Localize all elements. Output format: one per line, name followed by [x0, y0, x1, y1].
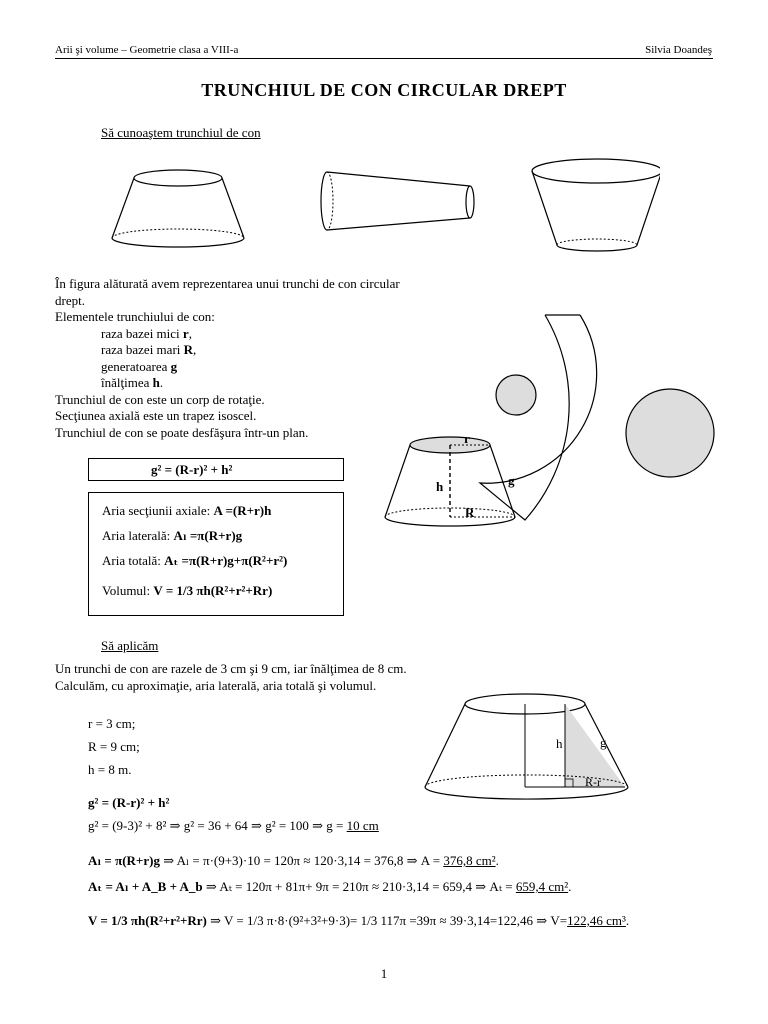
intro-line: Trunchiul de con se poate desfăşura într-un plan.	[55, 424, 309, 440]
header-right: Silvia Doandeş	[645, 44, 712, 56]
calc-g-steps: g² = (9-3)² + 8² ⇒ g² = 36 + 64 ⇒ g² = 100 ⇒ g = 10 cm	[88, 818, 379, 833]
problem-statement: Un trunchi de con are razele de 3 cm şi 9 cm, iar înălţimea de 8 cm. Calculăm, cu aproximaţie, aria laterală, aria totală şi volumul.	[55, 661, 407, 693]
lateral-area-result: 376,8 cm²	[443, 853, 496, 868]
page-title: TRUNCHIUL DE CON CIRCULAR DREPT	[201, 80, 567, 100]
app-label-R-minus-r: R-r	[585, 775, 601, 789]
calc-lateral-area: Aₗ = π(R+r)g ⇒ Aₗ = π·(9+3)·10 = 120π ≈ 120·3,14 = 376,8 ⇒ A = 376,8 cm².	[88, 853, 499, 868]
large-base-circle	[626, 389, 714, 477]
frustum-horizontal	[321, 172, 474, 230]
element-small-radius: raza bazei mici r,	[101, 325, 192, 341]
frustum-illustrations	[100, 150, 660, 260]
intro-line: Elementele trunchiului de con:	[55, 309, 215, 324]
lateral-area-row: Aria laterală: Aₗ =π(R+r)g	[102, 528, 243, 543]
calc-total-area: Aₜ = Aₗ + A_B + A_b ⇒ Aₜ = 120π + 81π+ 9π = 210π ≈ 210·3,14 = 659,4 ⇒ Aₜ = 659,4 cm².	[88, 879, 572, 894]
generator-formula: g² = (R-r)² + h²	[151, 462, 233, 477]
given-R: R = 9 cm;	[88, 739, 140, 754]
element-generator: generatoarea g	[101, 358, 178, 374]
given-r: r = 3 cm;	[88, 716, 136, 731]
label-R: R	[465, 505, 475, 520]
label-h: h	[436, 479, 444, 494]
element-height: înălţimea h.	[101, 375, 164, 390]
formulas-box	[88, 492, 344, 616]
header-divider	[55, 58, 713, 59]
label-g: g	[508, 473, 515, 488]
intro-line: În figura alăturată avem reprezentarea unui trunchi de con circular	[55, 276, 400, 291]
intro-line: Secţiunea axială este un trapez isoscel.	[55, 408, 257, 423]
lateral-surface-sector	[480, 315, 597, 520]
section-heading-learn: Să cunoaştem trunchiul de con	[101, 125, 261, 140]
volume-result: 122,46 cm³	[567, 913, 626, 928]
total-area-row: Aria totală: Aₜ =π(R+r)g+π(R²+r²)	[102, 553, 288, 568]
page-number: 1	[380, 966, 388, 981]
app-label-g: g	[600, 735, 607, 750]
frustum-upright	[112, 170, 244, 247]
app-label-h: h	[556, 736, 563, 751]
total-area-result: 659,4 cm²	[515, 879, 569, 894]
given-h: h = 8 m.	[88, 762, 132, 777]
element-large-radius: raza bazei mari R,	[101, 342, 197, 357]
axial-area-row: Aria secţiunii axiale: A =(R+r)h	[102, 503, 272, 518]
generator-formula-box	[88, 458, 344, 481]
intro-line: drept.	[55, 292, 85, 308]
labeled-frustum	[385, 437, 515, 526]
frustum-inverted	[532, 159, 660, 251]
section-heading-apply: Să aplicăm	[101, 638, 159, 653]
calc-volume: V = 1/3 πh(R²+r²+Rr) ⇒ V = 1/3 π·8·(9²+3²+9·3)= 1/3 117π =39π ≈ 39·3,14=122,46 ⇒ V=122,46 cm³.	[88, 913, 630, 928]
label-r: r	[464, 431, 470, 446]
header-left: Arii şi volume – Geometrie clasa a VIII-a	[55, 44, 239, 56]
calc-g-formula: g² = (R-r)² + h²	[88, 795, 170, 810]
given-values	[88, 712, 140, 781]
intro-line: Trunchiul de con este un corp de rotaţie.	[55, 391, 265, 407]
application-frustum-diagram	[420, 690, 640, 808]
small-base-circle	[496, 375, 536, 415]
volume-row: Volumul: V = 1/3 πh(R²+r²+Rr)	[102, 583, 273, 598]
g-result: 10 cm	[346, 818, 379, 833]
frustum-net-diagram	[380, 305, 720, 530]
